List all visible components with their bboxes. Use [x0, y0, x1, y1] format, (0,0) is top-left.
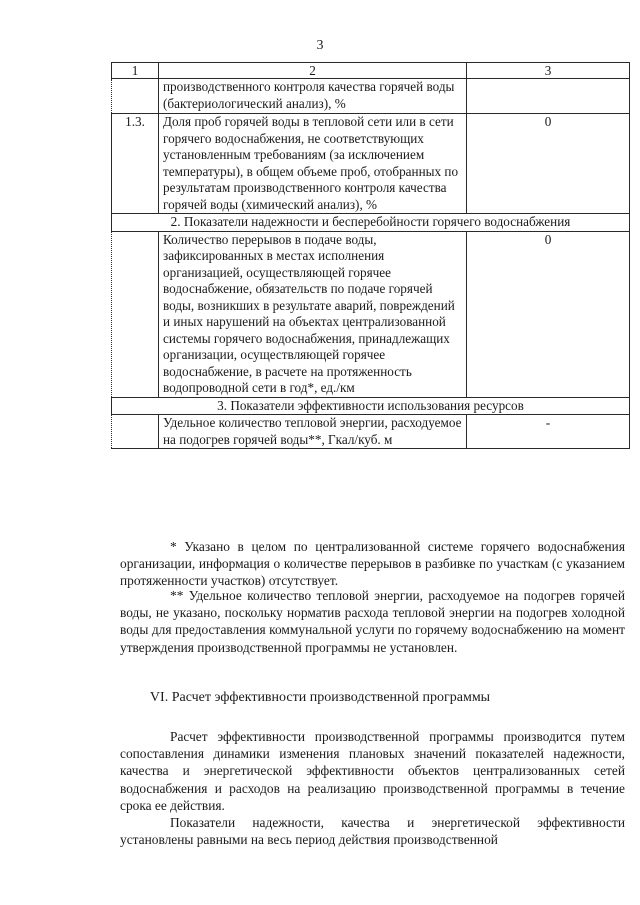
- row-value: [467, 79, 630, 114]
- row-number: 1.3.: [112, 114, 159, 214]
- section-title: 2. Показатели надежности и бесперебойности горячего водоснабжения: [112, 214, 630, 232]
- table-row: [112, 114, 630, 214]
- table-row: [112, 231, 630, 397]
- page-number: 3: [316, 38, 324, 53]
- header-col-2: 2: [159, 63, 467, 79]
- row-indicator-text: Удельное количество тепловой энергии, расходуемое на подогрев горячей воды**, Гкал/куб. м: [159, 415, 467, 449]
- header-col-3: 3: [467, 63, 630, 79]
- indicators-table: [111, 62, 630, 449]
- table-row: [112, 415, 630, 449]
- row-value: -: [467, 415, 630, 449]
- row-value: 0: [467, 114, 630, 214]
- footnote-2: ** Удельное количество тепловой энергии, расходуемое на подогрев горячей воды, не указано, поскольку норматив расхода тепловой энергии на подогрев холодной воды для предоставления коммунальной услуги по горячему водоснабжению на момент утверждения производственной программы не установлен.: [120, 588, 625, 655]
- table-row: [112, 79, 630, 114]
- table-section-row: [112, 397, 630, 415]
- header-col-1: 1: [112, 63, 159, 79]
- footnote-1: * Указано в целом по централизованной системе горячего водоснабжения организации, информация о количестве перерывов в разбивке по участкам (с указанием протяженности участков) отсутствует.: [120, 539, 625, 589]
- row-indicator-text: Количество перерывов в подаче воды, зафиксированных в местах исполнения организацией, осуществляющей горячее водоснабжение, обязательств по подаче горячей воды, возникших в результате аварий, повреждений и иных нарушений на объектах централизованной системы горячего водоснабжения, принадлежащих организации, осуществляющей горячее водоснабжение, в расчете на протяженность водопроводной сети в год*, ед./км: [159, 231, 467, 397]
- section-title: 3. Показатели эффективности использования ресурсов: [112, 397, 630, 415]
- body-paragraph: Показатели надежности, качества и энергетической эффективности установлены равными на весь период действия производственной: [120, 815, 625, 848]
- row-number: [112, 415, 159, 449]
- table-header-row: [112, 63, 630, 79]
- row-indicator-text: Доля проб горячей воды в тепловой сети или в сети горячего водоснабжения, не соответствующих установленным требованиям (за исключением температуры), в общем объеме проб, отобранных по результатам производственного контроля качества горячей воды (химический анализ), %: [159, 114, 467, 214]
- row-number: [112, 79, 159, 114]
- section-heading: VI. Расчет эффективности производственной программы: [149, 690, 491, 705]
- table-section-row: [112, 214, 630, 232]
- row-number: [112, 231, 159, 397]
- row-indicator-text: производственного контроля качества горячей воды (бактериологический анализ), %: [159, 79, 467, 114]
- row-value: 0: [467, 231, 630, 397]
- body-paragraph: Расчет эффективности производственной программы производится путем сопоставления динамики изменения плановых значений показателей надежности, качества и энергетической эффективности объектов централизованных сетей водоснабжения и расходов на реализацию производственной программы в течение срока ее действия.: [120, 729, 625, 813]
